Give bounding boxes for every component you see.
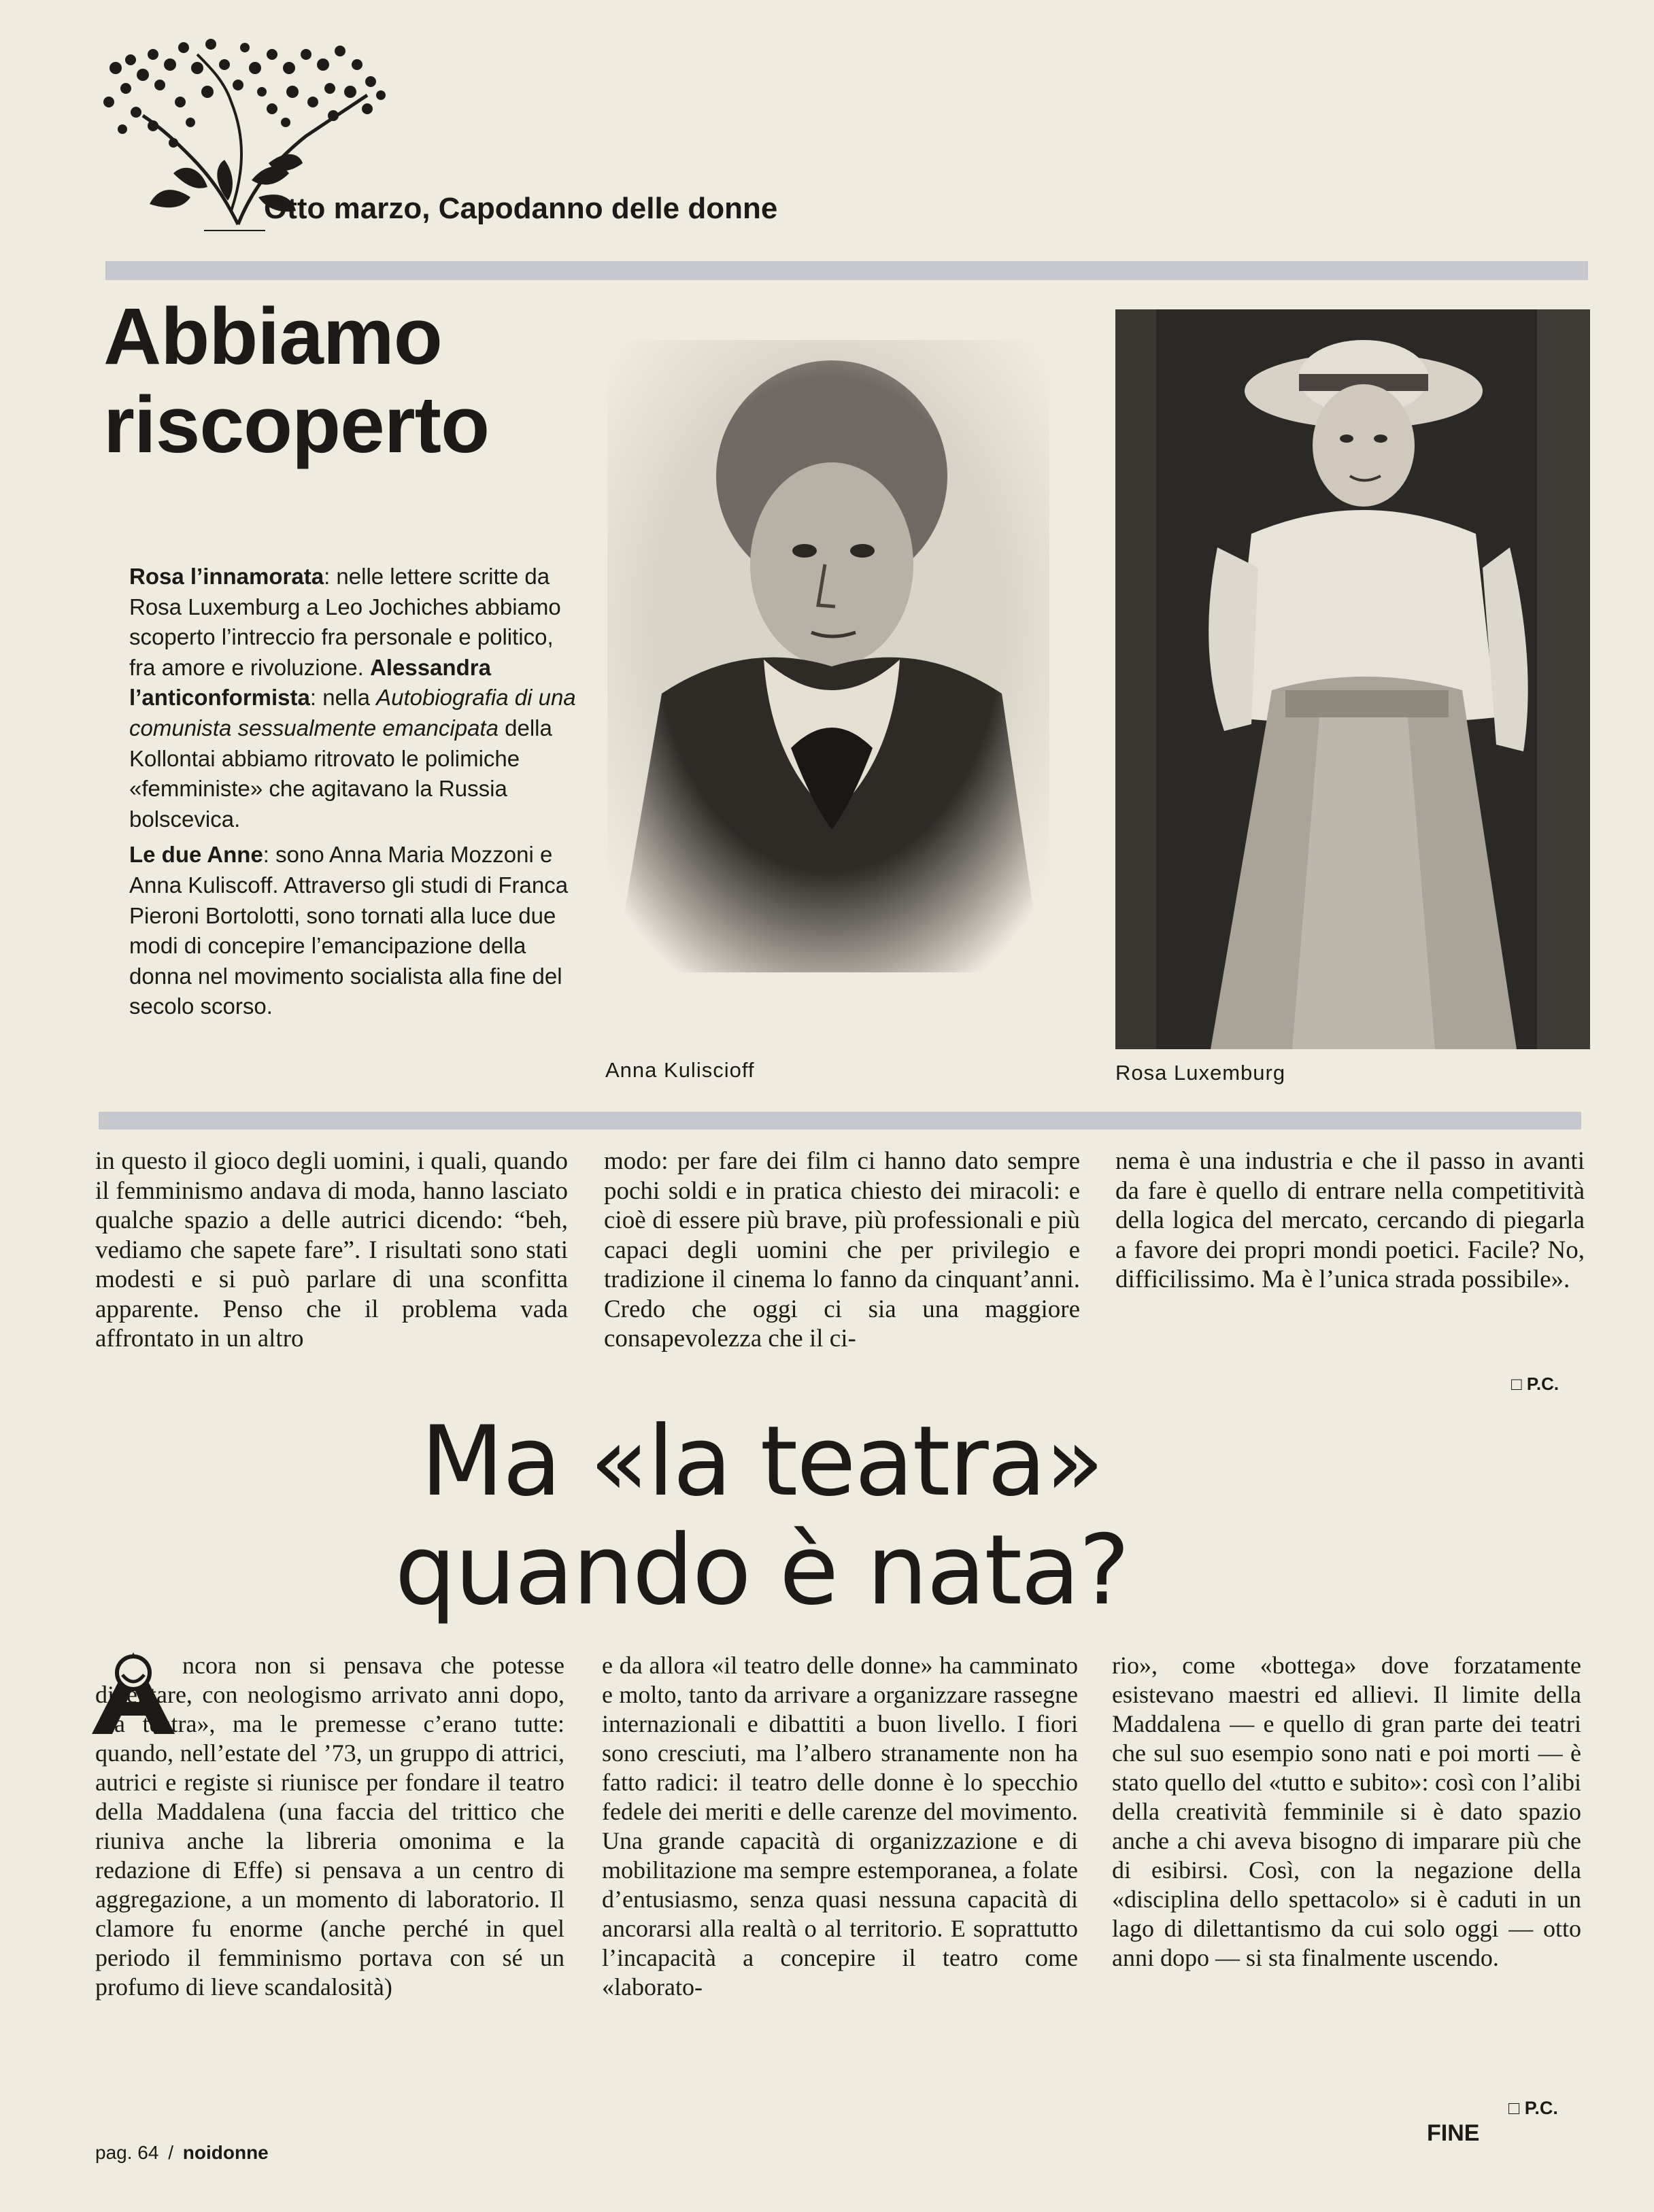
intro-paragraph-1 [129,562,578,834]
caption-luxemburg: Rosa Luxemburg [1115,1061,1286,1085]
top-divider [105,261,1588,280]
footer-separator: / [168,2142,173,2163]
continuation-signature: □ P.C. [1511,1374,1559,1394]
intro-paragraph-2 [129,840,578,1022]
article2-column-2: e da allora «il teatro delle donne» ha camminato e molto, tanto da arrivare a organizzare rassegne internazionali e dibattiti a buon livello. I fiori sono cresciuti, ma l’albero stranamente non ha fatto radici: il teatro delle donne è lo specchio fedele dei meriti e delle carenze del movimento. Una grande capacità di organizzazione e di mobilitazione ma sempre estemporanea, a folate d’entusiasmo, senza quasi nessuna capacità di ancorarsi alla realtà o al territorio. E soprattutto l’incapacità a concepire il teatro come «laborato- [602,1652,1078,2001]
article2-column-3: rio», come «bottega» dove forzatamente esistevano maestri ed allievi. Il limite della Maddalena — e quello di gran parte dei teatri che sul suo esempio sono nati e poi morti — è stato quello del «tutto e subito»: così con l’alibi della creatività femminile si è dato spazio anche a chi aveva bisogno di imparare più che di esibirsi. Così, con la negazione della «disciplina dello spettacolo» si è caduti in un lago di dilettantismo da cui solo oggi — otto anni dopo — si sta finalmente uscendo. [1112,1652,1581,1971]
intro-book-title: Autobiografia di una comunista sessualmente emancipata [129,685,576,741]
title-line-1: Ma «la teatra» [420,1406,1103,1518]
article2-column-1-text: ncora non si pensava che potesse diventare, con neologismo arrivato anni dopo, «la teatra», ma le premesse c’erano tutte: quando, nell’estate del ’73, un gruppo di attrici, autrici e registe si riunisce per fondare il teatro della Maddalena (una faccia del trittico che riuniva anche la libreria omonima e la redazione di Effe) si pensava a un centro di aggregazione, a un momento di laboratorio. Il clamore fu enorme (anche perché in quel periodo il femminismo portava con sé un profumo di lieve scandalosità) [95,1652,564,2001]
continuation-column-2: modo: per fare dei film ci hanno dato sempre pochi soldi e in pratica chiesto dei miracoli: e cioè di essere più brave, più professionali e più capaci degli uomini che per privilegio e tradizione il cinema lo fanno da cinquant’anni. Credo che oggi ci sia una maggiore consapevolezza che il ci- [604,1147,1080,1352]
intro-text-1: : nelle lettere scritte da Rosa Luxemburg a Leo Jochiches abbiamo scoperto l’intreccio fra personale e politico, fra amore e rivoluzione. [129,564,561,680]
caption-kuliscioff: Anna Kuliscioff [605,1058,755,1082]
portrait-photo-luxemburg [1115,309,1590,1049]
end-label: FINE [1427,2120,1480,2146]
article1-headline [103,292,489,469]
magazine-name: noidonne [182,2142,269,2163]
article2-title [204,1408,1319,1625]
continuation-column-1: in questo il gioco degli uomini, i quali, quando il femminismo andava di moda, hanno lasciato qualche spazio a delle autrici dicendo: “beh, vediamo che sapete fare”. I risultati sono stati modesti e si può parlare di una sconfitta apparente. Penso che il problema vada affrontato in un altro [95,1147,568,1352]
intro-lead-anne: Le due Anne [129,842,263,868]
continuation-column-3: nema è una industria e che il passo in avanti da fare è quello di entrare nella competitività della logica del mercato, cercando di piegarla a favore dei propri mondi poetici. Facile? No, difficilissimo. Ma è l’unica strada possibile». [1115,1147,1585,1293]
article2-signature: □ P.C. [1508,2098,1558,2118]
intro-text-4: : sono Anna Maria Mozzoni e Anna Kuliscoff. Attraverso gli studi di Franca Pieroni Bortolotti, sono tornati alla luce due modi di concepire l’emancipazione della donna nel movimento socialista alla fine del secolo scorso. [129,842,569,1019]
intro-lead-rosa: Rosa l’innamorata [129,564,324,589]
dropcap-letter [0,0,1,1]
title-line-2: quando è nata? [394,1514,1129,1627]
intro-lead-alessandra: Alessandra l’anticonformista [129,654,491,711]
article1-intro [129,562,578,1027]
section-kicker: Otto marzo, Capodanno delle donne [264,192,778,225]
headline-line-1: Abbiamo [103,292,442,381]
article2-column-1 [95,1651,564,2002]
page-number: pag. 64 [95,2142,159,2163]
intro-text-3: della Kollontai abbiamo ritrovato le polimiche «femministe» che agitavano la Russia bolscevica. [129,715,552,832]
middle-divider [99,1112,1581,1129]
page-footer [95,2142,269,2164]
headline-line-2: riscoperto [103,380,490,470]
intro-text-2: : nella [309,685,377,711]
portrait-photo-kuliscioff [607,340,1049,972]
